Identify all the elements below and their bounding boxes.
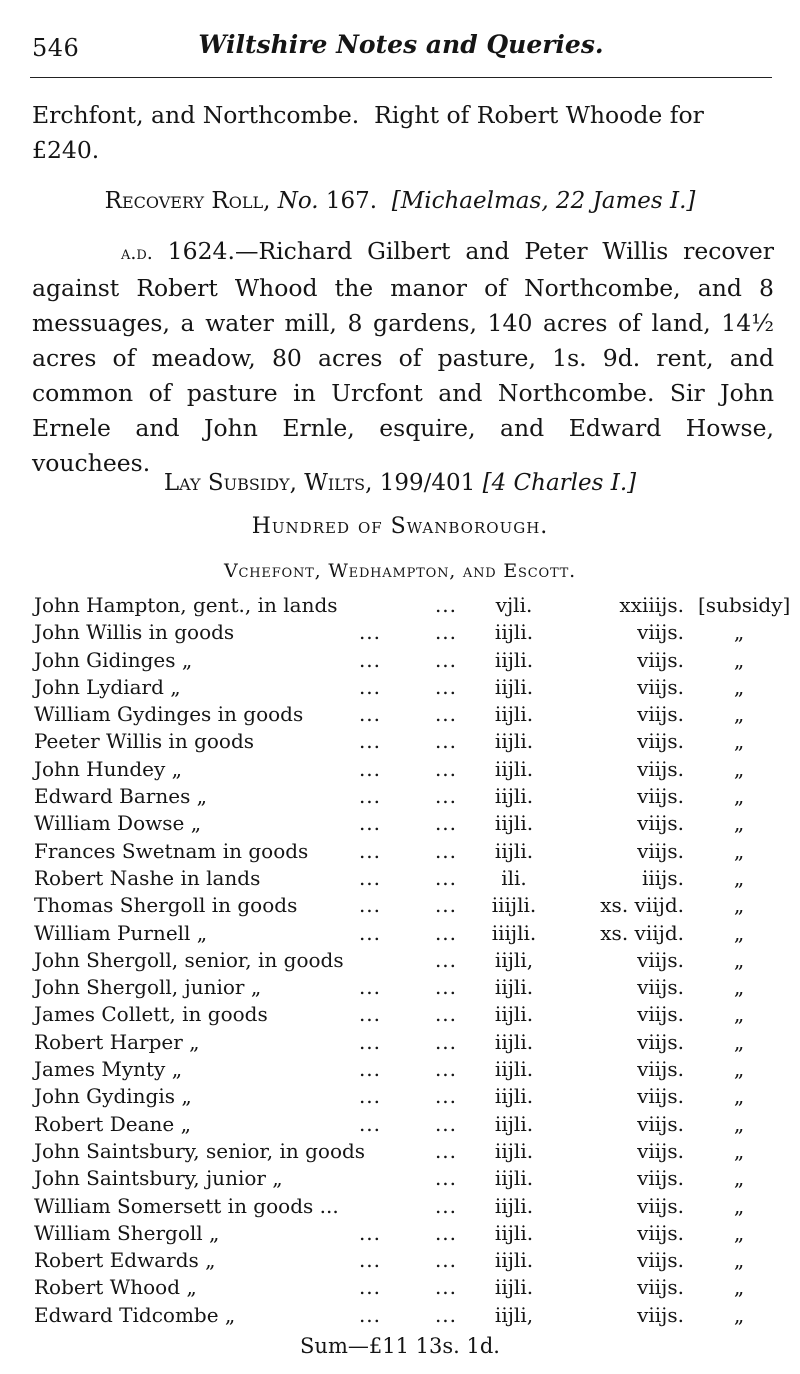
table-row [34,1001,790,1028]
ditto-mark: „ [733,811,745,836]
ditto-mark: „ [733,756,745,781]
table-row [34,947,790,974]
taxpayer-name: Thomas Shergoll in goods [34,893,298,918]
intro-line-2: £240. [32,136,100,164]
subsidy-amount: viijs. [637,1193,684,1218]
leader-dots: ... [358,1029,382,1054]
leader-dots: ... [434,1302,458,1327]
assessed-value: iijli. [494,811,534,836]
table-row [34,619,790,646]
leader-dots: ... [358,893,382,918]
assessed-value: iijli. [494,1057,534,1082]
ditto-mark: „ [733,865,745,890]
taxpayer-name: John Hundey „ [34,756,183,781]
leader-dots: ... [434,702,458,727]
assessed-value: iijli. [494,729,534,754]
leader-dots: ... [434,811,458,836]
assessed-value: iijli. [494,702,534,727]
leader-dots: ... [358,1275,382,1300]
subsidy-amount: viijs. [637,1029,684,1054]
subsidy-amount: viijs. [637,1302,684,1327]
leader-dots: ... [434,1029,458,1054]
table-row [34,1111,790,1138]
table-row [34,592,790,619]
leader-dots: ... [434,1248,458,1273]
leader-dots: ... [358,1220,382,1245]
leader-dots: ... [434,674,458,699]
leader-dots: ... [358,975,382,1000]
leader-dots: ... [358,1002,382,1027]
ditto-mark: „ [733,1248,745,1273]
ditto-mark: „ [733,1029,745,1054]
taxpayer-name: John Saintsbury, junior „ [34,1166,283,1191]
subsidy-amount: viijs. [637,1220,684,1245]
table-row [34,1056,790,1083]
subsidy-amount: xs. viijd. [600,920,684,945]
assessed-value: iijli. [494,1002,534,1027]
assessed-value: iijli. [494,838,534,863]
leader-dots: ... [358,620,382,645]
taxpayer-name: Edward Barnes „ [34,784,208,809]
ditto-mark: „ [733,1302,745,1327]
taxpayer-name: William Somersett in goods ... [34,1193,339,1218]
taxpayer-name: John Saintsbury, senior, in goods [34,1138,366,1163]
assessed-value: iijli. [494,1220,534,1245]
table-row [34,674,790,701]
table-row [34,1302,790,1329]
recovery-heading-bracket: [Michaelmas, 22 James I.] [391,188,696,214]
leader-dots: ... [358,674,382,699]
assessed-value: iijli. [494,647,534,672]
taxpayer-name: William Dowse „ [34,811,202,836]
taxpayer-name: Frances Swetnam in goods [34,838,309,863]
leader-dots: ... [434,729,458,754]
ditto-mark: „ [733,1057,745,1082]
assessed-value: iijli, [494,947,534,972]
assessed-value: iijli. [494,1111,534,1136]
taxpayer-name: John Gydingis „ [34,1084,192,1109]
taxpayer-name: Robert Deane „ [34,1111,191,1136]
subsidy-amount: viijs. [637,674,684,699]
assessed-value: iijli. [494,1029,534,1054]
leader-dots: ... [434,784,458,809]
ditto-mark: „ [733,1084,745,1109]
taxpayer-name: Peeter Willis in goods [34,729,255,754]
taxpayer-name: Robert Edwards „ [34,1248,216,1273]
lay-subsidy-bracket: [4 Charles I.] [482,470,637,496]
leader-dots: ... [434,593,458,617]
intro-paragraph [32,98,774,168]
subsidy-amount: viijs. [637,647,684,672]
anno-domini-label: a.d. [120,242,153,264]
ditto-mark: „ [733,1220,745,1245]
subsidy-amount: viijs. [637,620,684,645]
leader-dots: ... [358,756,382,781]
lay-subsidy-heading [0,470,800,496]
ditto-mark: „ [733,838,745,863]
leader-dots: ... [434,838,458,863]
ditto-mark: „ [733,674,745,699]
assessed-value: iijli. [494,1138,534,1163]
subsidy-amount: viijs. [637,1248,684,1273]
table-row [34,892,790,919]
ditto-mark: „ [733,1275,745,1300]
ditto-mark: „ [733,1138,745,1163]
leader-dots: ... [358,838,382,863]
ditto-mark: „ [733,1002,745,1027]
leader-dots: ... [434,620,458,645]
leader-dots: ... [358,1248,382,1273]
subsidy-amount: viijs. [637,1111,684,1136]
subsidy-amount: viijs. [637,756,684,781]
taxpayer-name: John Lydiard „ [34,674,181,699]
table-row [34,1274,790,1301]
leader-dots: ... [358,811,382,836]
subsidy-amount: viijs. [637,947,684,972]
table-row [34,783,790,810]
recovery-text: 1624.—Richard Gilbert and Peter Willis recover against Robert Whood the manor of Northcombe, and 8 messuages, a water mill, 8 gardens, 140 acres of land, 14½ acres of meadow, 80 acres of pasture, 1s. 9d. rent, and common of pasture in Urcfont and Northcombe. Sir John Ernele and John Ernle, esquire, and Edward Howse, vouchees. [32,237,774,477]
leader-dots: ... [434,865,458,890]
ditto-mark: „ [733,893,745,918]
table-row [34,920,790,947]
table-row [34,838,790,865]
leader-dots: ... [434,1166,458,1191]
taxpayer-name: Edward Tidcombe „ [34,1302,236,1327]
subsidy-amount: viijs. [637,1084,684,1109]
intro-line-1: Erchfont, and Northcombe. Right of Robert Whoode for [32,101,704,129]
hundred-heading: Hundred of Swanborough. [251,514,549,539]
leader-dots: ... [358,1084,382,1109]
leader-dots: ... [434,1138,458,1163]
assessed-value: iijli. [494,784,534,809]
recovery-heading-num: 167. [325,188,378,214]
taxpayer-name: Robert Whood „ [34,1275,197,1300]
subsidy-amount: viijs. [637,784,684,809]
recovery-heading-prefix: Recovery Roll, [104,188,271,214]
places-heading: Vchefont, Wedhampton, and Escott. [224,560,576,582]
table-row [34,1138,790,1165]
assessed-value: iijli, [494,1302,534,1327]
leader-dots: ... [358,647,382,672]
leader-dots: ... [434,1275,458,1300]
taxpayer-name: John Shergoll, junior „ [34,975,262,1000]
assessed-value: vjli. [495,593,533,617]
table-row [34,1165,790,1192]
journal-title: Wiltshire Notes and Queries. [198,30,604,59]
leader-dots: ... [434,1220,458,1245]
sum-total: Sum—£11 13s. 1d. [300,1334,500,1358]
subsidy-amount: viijs. [637,729,684,754]
subsidy-amount: iiijs. [641,865,684,890]
ditto-mark: „ [733,702,745,727]
table-row [34,1247,790,1274]
leader-dots: ... [358,865,382,890]
leader-dots: ... [358,1302,382,1327]
ditto-mark: „ [733,729,745,754]
assessed-value: iijli. [494,756,534,781]
assessed-value: iijli. [494,975,534,1000]
table-row [34,865,790,892]
leader-dots: ... [434,756,458,781]
assessed-value: iijli. [494,674,534,699]
page-number: 546 [32,34,80,62]
taxpayer-name: William Shergoll „ [34,1220,220,1245]
taxpayer-name: John Gidinges „ [34,647,193,672]
ditto-mark: „ [733,1166,745,1191]
subsidy-amount: viijs. [637,1002,684,1027]
table-row [34,728,790,755]
subsidy-amount: viijs. [637,702,684,727]
assessed-value: ili. [501,865,527,890]
leader-dots: ... [358,702,382,727]
leader-dots: ... [358,1111,382,1136]
leader-dots: ... [358,1057,382,1082]
running-header [32,26,770,66]
taxpayer-name: John Hampton, gent., in lands [34,593,338,617]
table-row [34,1220,790,1247]
subsidy-amount: xs. viijd. [600,893,684,918]
lay-subsidy-title: Lay Subsidy, Wilts, 199/401 [163,470,476,496]
assessed-value: iijli. [494,1275,534,1300]
leader-dots: ... [434,893,458,918]
assessed-value: iijli. [494,1193,534,1218]
taxpayer-name: James Collett, in goods [34,1002,268,1027]
header-rule [30,77,772,78]
leader-dots: ... [434,947,458,972]
table-row [34,1083,790,1110]
subsidy-list [34,592,790,1329]
assessed-value: iijli. [494,1248,534,1273]
ditto-mark: „ [733,784,745,809]
subsidy-amount: viijs. [637,975,684,1000]
subsidy-amount: viijs. [637,838,684,863]
taxpayer-name: William Gydinges in goods [34,702,304,727]
ditto-mark: „ [733,647,745,672]
taxpayer-name: John Shergoll, senior, in goods [34,947,344,972]
leader-dots: ... [434,647,458,672]
subsidy-amount: xxiiijs. [619,593,684,617]
assessed-value: iijli. [494,1166,534,1191]
subsidy-amount: viijs. [637,1057,684,1082]
subsidy-amount: viijs. [637,1166,684,1191]
ditto-mark: „ [733,1193,745,1218]
recovery-roll-heading [0,188,800,214]
leader-dots: ... [434,1084,458,1109]
ditto-mark: [subsidy] [698,593,791,617]
leader-dots: ... [434,1002,458,1027]
table-row [34,974,790,1001]
ditto-mark: „ [733,920,745,945]
subsidy-amount: viijs. [637,1138,684,1163]
leader-dots: ... [434,920,458,945]
ditto-mark: „ [733,620,745,645]
leader-dots: ... [358,784,382,809]
ditto-mark: „ [733,947,745,972]
recovery-paragraph [32,234,774,481]
leader-dots: ... [434,1111,458,1136]
table-row [34,1029,790,1056]
ditto-mark: „ [733,975,745,1000]
assessed-value: iijli. [494,1084,534,1109]
table-row [34,756,790,783]
leader-dots: ... [358,920,382,945]
taxpayer-name: William Purnell „ [34,920,208,945]
assessed-value: iiijli. [491,893,537,918]
leader-dots: ... [434,1057,458,1082]
leader-dots: ... [434,975,458,1000]
table-row [34,810,790,837]
taxpayer-name: James Mynty „ [34,1057,183,1082]
table-row [34,701,790,728]
leader-dots: ... [434,1193,458,1218]
taxpayer-name: Robert Nashe in lands [34,865,261,890]
taxpayer-name: Robert Harper „ [34,1029,200,1054]
taxpayer-name: John Willis in goods [34,620,235,645]
table-row [34,647,790,674]
table-row [34,1193,790,1220]
ditto-mark: „ [733,1111,745,1136]
subsidy-amount: viijs. [637,811,684,836]
assessed-value: iijli. [494,620,534,645]
leader-dots: ... [358,729,382,754]
assessed-value: iiijli. [491,920,537,945]
subsidy-amount: viijs. [637,1275,684,1300]
recovery-heading-no: No. [277,188,319,214]
